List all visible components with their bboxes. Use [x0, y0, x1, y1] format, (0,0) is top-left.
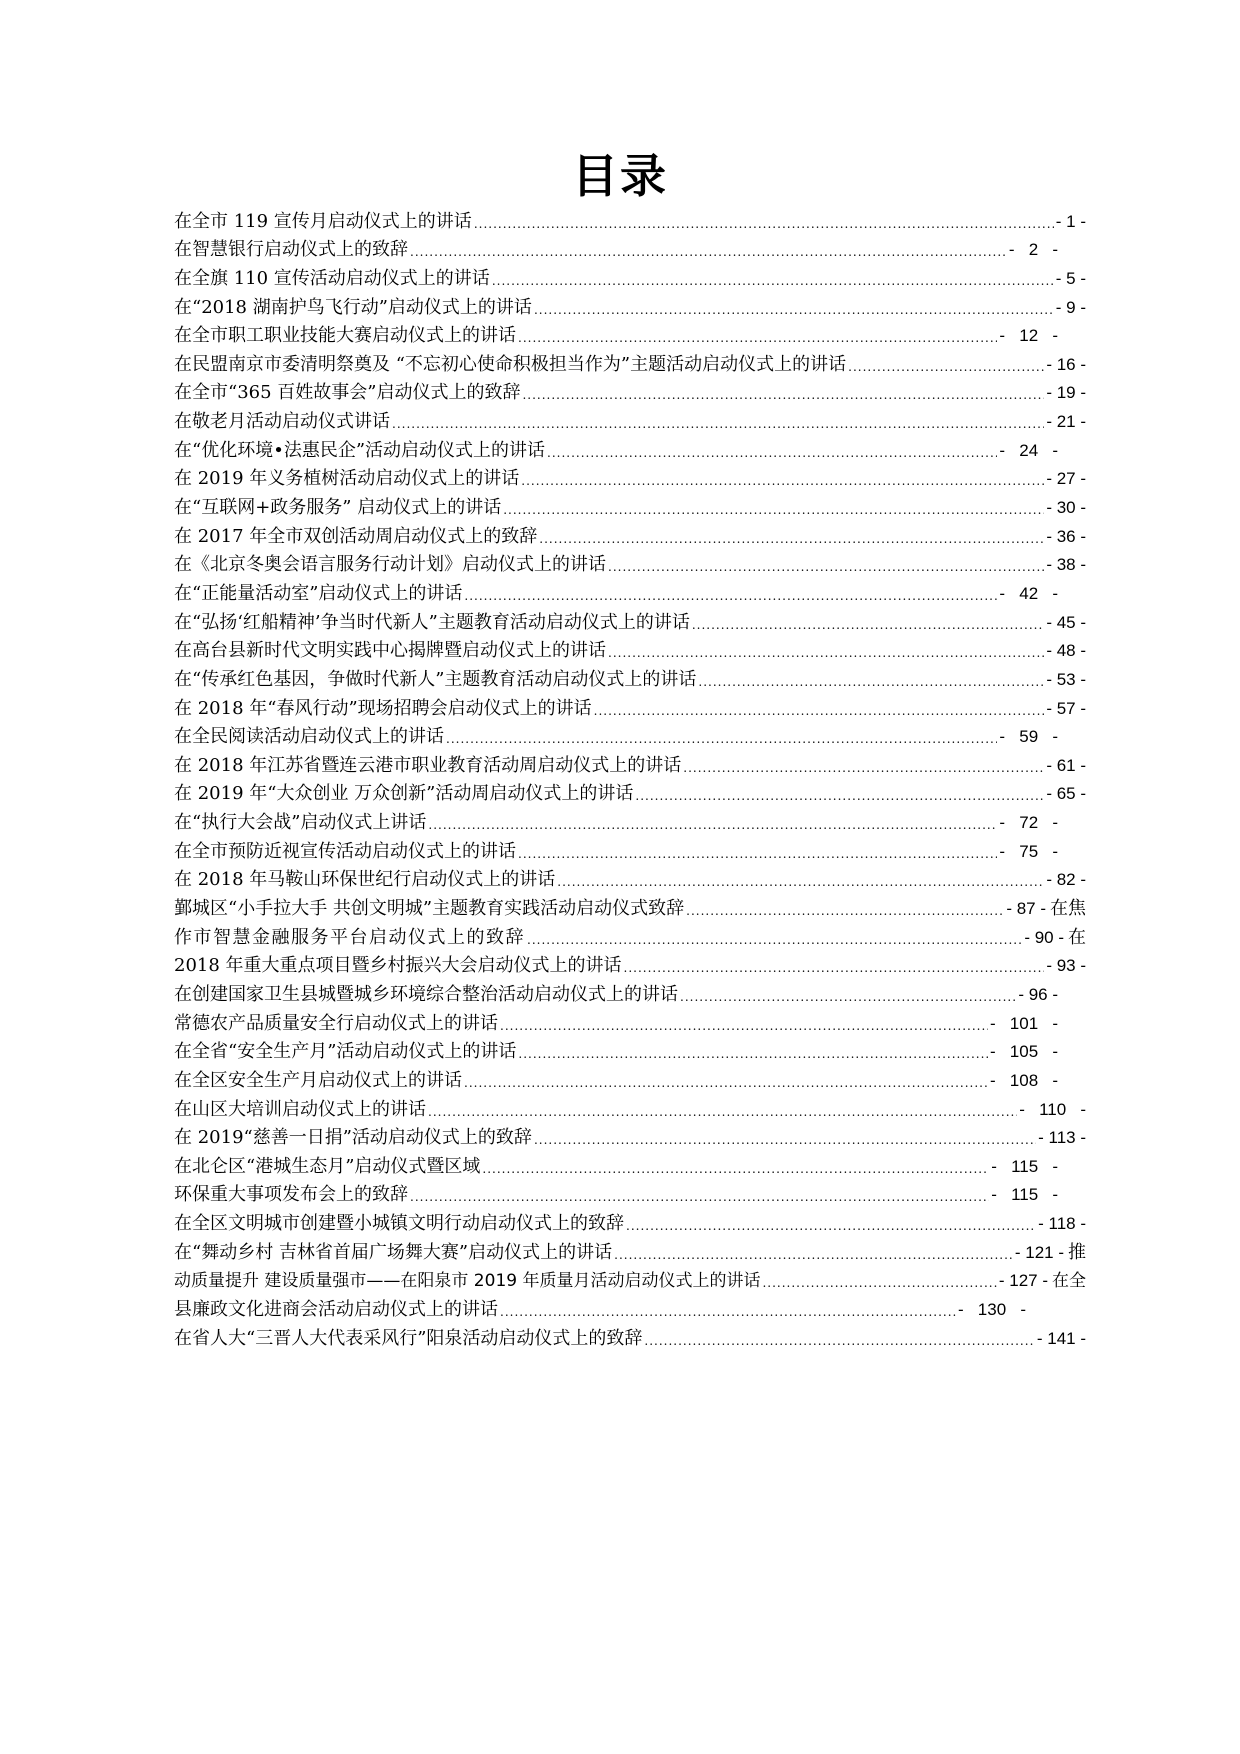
toc-entry[interactable] — [174, 977, 1086, 1006]
toc-entry[interactable] — [174, 1321, 1086, 1350]
toc-entry[interactable] — [174, 748, 1086, 777]
toc-entry-page-number: - 115 - — [991, 1185, 1058, 1205]
dot-leader — [464, 587, 997, 605]
dot-leader — [557, 873, 1044, 891]
dot-leader — [624, 959, 1045, 977]
toc-entry[interactable] — [174, 1235, 1086, 1264]
toc-entry-title: 在民盟南京市委清明祭奠及 “不忘初心使命积极担当作为”主题活动启动仪式上的讲话 — [174, 353, 847, 375]
toc-entry-page-number: - 130 - — [957, 1299, 1026, 1319]
toc-entry-title: 在“正能量活动室”启动仪式上的讲话 — [174, 582, 463, 604]
dot-leader — [626, 1217, 1036, 1235]
dot-leader — [410, 243, 1007, 261]
toc-entry[interactable] — [174, 691, 1086, 720]
dot-leader — [686, 902, 1004, 920]
toc-entry[interactable] — [174, 920, 1086, 949]
toc-entry[interactable] — [174, 290, 1086, 319]
toc-entry[interactable] — [174, 605, 1086, 634]
dot-leader — [474, 215, 1054, 233]
dot-leader — [410, 1188, 989, 1206]
dot-leader — [464, 1074, 988, 1092]
toc-entry-page-number: - 5 - — [1055, 268, 1086, 288]
toc-entry-page-number: - 61 - — [1046, 755, 1086, 775]
toc-entry-page-number: - 36 - — [1046, 526, 1086, 546]
toc-entry[interactable] — [174, 376, 1086, 405]
toc-entry-page-number: - 19 - — [1046, 383, 1086, 403]
toc-entry-page-number: - 9 - — [1055, 297, 1086, 317]
dot-leader — [547, 444, 997, 462]
toc-entry[interactable] — [174, 1206, 1086, 1235]
toc-entry-title: 动质量提升 建设质量强市——在阳泉市 2019 年质量月活动启动仪式上的讲话 — [174, 1271, 761, 1292]
toc-entry-title: 环保重大事项发布会上的致辞 — [174, 1184, 408, 1206]
toc-entry[interactable] — [174, 777, 1086, 806]
toc-entry[interactable] — [174, 1178, 1086, 1207]
dot-leader — [392, 415, 1044, 433]
toc-entry-overflow-text: 在全 — [1052, 1271, 1086, 1292]
toc-entry-page-number: - 90 - — [1024, 927, 1064, 947]
toc-entry-title: 在全民阅读活动启动仪式上的讲话 — [174, 726, 444, 748]
dot-leader — [698, 673, 1044, 691]
toc-entry-page-number: - 108 - — [989, 1070, 1058, 1090]
dot-leader — [522, 386, 1044, 404]
toc-entry[interactable] — [174, 1063, 1086, 1092]
toc-entry-page-number: - 48 - — [1046, 641, 1086, 661]
toc-entry-title: 2018 年重大重点项目暨乡村振兴大会启动仪式上的讲话 — [174, 955, 622, 977]
toc-entry-page-number: - 72 - — [999, 813, 1058, 833]
dot-leader — [608, 558, 1044, 576]
toc-entry[interactable] — [174, 805, 1086, 834]
toc-entry[interactable] — [174, 347, 1086, 376]
toc-entry-overflow-text: 在焦 — [1050, 898, 1086, 920]
dot-leader — [521, 472, 1044, 490]
toc-entry[interactable] — [174, 319, 1086, 348]
toc-entry-title: 在敬老月活动启动仪式讲话 — [174, 411, 390, 433]
toc-entry-title: 在全旗 110 宣传活动启动仪式上的讲话 — [174, 267, 490, 289]
toc-entry[interactable] — [174, 204, 1086, 233]
toc-entry-title: 在省人大“三晋人大代表采风行”阳泉活动启动仪式上的致辞 — [174, 1327, 643, 1349]
toc-entry-page-number: - 21 - — [1046, 412, 1086, 432]
toc-entry-page-number: - 45 - — [1046, 612, 1086, 632]
toc-entry[interactable] — [174, 404, 1086, 433]
toc-entry-page-number: - 141 - — [1036, 1328, 1086, 1348]
toc-entry-title: 在“执行大会战”启动仪式上讲话 — [174, 812, 427, 834]
toc-entry-title: 在全区文明城市创建暨小城镇文明行动启动仪式上的致辞 — [174, 1213, 624, 1235]
toc-entry-page-number: - 57 - — [1046, 698, 1086, 718]
toc-entry[interactable] — [174, 720, 1086, 749]
dot-leader — [762, 1274, 996, 1292]
toc-entry[interactable] — [174, 576, 1086, 605]
toc-entry[interactable] — [174, 662, 1086, 691]
toc-entry-title: 在 2017 年全市双创活动周启动仪式上的致辞 — [174, 525, 538, 547]
toc-entry[interactable] — [174, 1121, 1086, 1150]
toc-entry-page-number: - 1 - — [1055, 211, 1086, 231]
dot-leader — [680, 988, 1016, 1006]
toc-entry-title: 在“2018 湖南护鸟飞行动”启动仪式上的讲话 — [174, 296, 532, 318]
dot-leader — [635, 787, 1044, 805]
toc-entry-title: 在全区安全生产月启动仪式上的讲话 — [174, 1069, 462, 1091]
toc-entry[interactable] — [174, 490, 1086, 519]
toc-entry[interactable] — [174, 519, 1086, 548]
dot-leader — [503, 501, 1044, 519]
dot-leader — [482, 1160, 989, 1178]
toc-entry-page-number: - 59 - — [999, 727, 1058, 747]
toc-entry-page-number: - 115 - — [991, 1156, 1058, 1176]
toc-entry-title: 鄞城区“小手拉大手 共创文明城”主题教育实践活动启动仪式致辞 — [174, 898, 685, 920]
dot-leader — [692, 616, 1044, 634]
toc-entry-page-number: - 12 - — [999, 326, 1058, 346]
toc-entry-title: 在 2019“慈善一日捐”活动启动仪式上的致辞 — [174, 1127, 532, 1149]
toc-entry[interactable] — [174, 1092, 1086, 1121]
dot-leader — [518, 845, 997, 863]
toc-entry-overflow-text: 在 — [1068, 926, 1086, 948]
toc-entry-title: 在《北京冬奥会语言服务行动计划》启动仪式上的讲话 — [174, 554, 606, 576]
dot-leader — [594, 702, 1045, 720]
toc-entry-page-number: - 75 - — [999, 841, 1058, 861]
toc-entry[interactable] — [174, 462, 1086, 491]
toc-entry-page-number: - 82 - — [1046, 870, 1086, 890]
dot-leader — [534, 1131, 1036, 1149]
dot-leader — [539, 530, 1044, 548]
toc-entry-title: 在“互联网+政务服务” 启动仪式上的讲话 — [174, 497, 502, 519]
toc-entry-page-number: - 38 - — [1046, 555, 1086, 575]
toc-entry-title: 在全市“365 百姓故事会”启动仪式上的致辞 — [174, 382, 521, 404]
toc-entry-title: 在全省“安全生产月”活动启动仪式上的讲话 — [174, 1041, 517, 1063]
dot-leader — [446, 730, 997, 748]
toc-entry[interactable] — [174, 863, 1086, 892]
toc-entry[interactable] — [174, 1292, 1086, 1321]
dot-leader — [527, 931, 1022, 949]
dot-leader — [534, 301, 1054, 319]
toc-entry[interactable] — [174, 949, 1086, 978]
toc-entry-page-number: - 110 - — [1019, 1099, 1086, 1119]
dot-leader — [428, 816, 997, 834]
dot-leader — [608, 644, 1044, 662]
toc-entry-page-number: - 65 - — [1046, 784, 1086, 804]
dot-leader — [644, 1332, 1034, 1350]
toc-entry-title: 在“舞动乡村 吉林省首届广场舞大赛”启动仪式上的讲话 — [174, 1241, 613, 1263]
toc-entry[interactable] — [174, 1006, 1086, 1035]
dot-leader — [428, 1103, 1017, 1121]
toc-entry-page-number: - 16 - — [1046, 354, 1086, 374]
toc-entry-title: 在北仑区“港城生态月”启动仪式暨区域 — [174, 1155, 481, 1177]
toc-entry[interactable] — [174, 1035, 1086, 1064]
toc-entry[interactable] — [174, 1149, 1086, 1178]
dot-leader — [500, 1303, 956, 1321]
toc-entry-page-number: - 101 - — [989, 1013, 1058, 1033]
toc-entry-page-number: - 118 - — [1038, 1214, 1086, 1234]
toc-entry[interactable] — [174, 233, 1086, 262]
toc-entry-title: 在全市 119 宣传月启动仪式上的讲话 — [174, 210, 472, 232]
toc-entry-overflow-text: 推 — [1068, 1241, 1086, 1263]
toc-entry-page-number: - 2 - — [1008, 240, 1058, 260]
toc-entry-page-number: - 96 - — [1018, 984, 1058, 1004]
toc-entry[interactable] — [174, 433, 1086, 462]
toc-entry[interactable] — [174, 261, 1086, 290]
toc-entry-title: 在“传承红色基因，争做时代新人”主题教育活动启动仪式上的讲话 — [174, 668, 697, 690]
toc-entry-title: 在全市职工职业技能大赛启动仪式上的讲话 — [174, 325, 516, 347]
toc-entry-page-number: - 105 - — [989, 1042, 1058, 1062]
toc-entry-page-number: - 121 - — [1014, 1242, 1064, 1262]
toc-list — [174, 204, 1086, 1350]
toc-entry[interactable] — [174, 1264, 1086, 1293]
toc-entry-title: 在“弘扬‘红船精神’争当时代新人”主题教育活动启动仪式上的讲话 — [174, 611, 690, 633]
toc-entry-page-number: - 127 - — [998, 1271, 1048, 1291]
toc-entry-title: 在 2019 年义务植树活动启动仪式上的讲话 — [174, 468, 520, 490]
toc-entry-title: 县廉政文化进商会活动启动仪式上的讲话 — [174, 1298, 498, 1320]
toc-entry-page-number: - 93 - — [1046, 956, 1086, 976]
dot-leader — [848, 358, 1044, 376]
toc-entry[interactable] — [174, 834, 1086, 863]
toc-entry-title: 在 2019 年“大众创业 万众创新”活动周启动仪式上的讲话 — [174, 783, 634, 805]
dot-leader — [500, 1017, 988, 1035]
toc-entry-title: 在智慧银行启动仪式上的致辞 — [174, 239, 408, 261]
toc-entry-title: 在 2018 年马鞍山环保世纪行启动仪式上的讲话 — [174, 869, 556, 891]
toc-entry-title: 在“优化环境•法惠民企”活动启动仪式上的讲话 — [174, 439, 546, 461]
dot-leader — [518, 329, 997, 347]
toc-entry-title: 在山区大培训启动仪式上的讲话 — [174, 1098, 426, 1120]
toc-entry[interactable] — [174, 548, 1086, 577]
toc-entry-page-number: - 30 - — [1046, 498, 1086, 518]
toc-entry[interactable] — [174, 634, 1086, 663]
toc-entry-page-number: - 42 - — [999, 583, 1058, 603]
dot-leader — [614, 1246, 1013, 1264]
dot-leader — [683, 759, 1044, 777]
toc-entry-page-number: - 24 - — [999, 440, 1058, 460]
toc-entry-page-number: - 53 - — [1046, 669, 1086, 689]
toc-entry-title: 在全市预防近视宣传活动启动仪式上的讲话 — [174, 840, 516, 862]
toc-entry-title: 在创建国家卫生县城暨城乡环境综合整治活动启动仪式上的讲话 — [174, 983, 678, 1005]
toc-entry-title: 作市智慧金融服务平台启动仪式上的致辞 — [174, 926, 525, 948]
toc-entry-title: 在 2018 年“春风行动”现场招聘会启动仪式上的讲话 — [174, 697, 592, 719]
toc-entry-title: 在 2018 年江苏省暨连云港市职业教育活动周启动仪式上的讲话 — [174, 754, 682, 776]
dot-leader — [492, 272, 1054, 290]
toc-title: 目录 — [572, 149, 668, 203]
toc-entry-title: 常德农产品质量安全行启动仪式上的讲话 — [174, 1012, 498, 1034]
toc-entry-page-number: - 27 - — [1046, 469, 1086, 489]
toc-entry-page-number: - 87 - — [1006, 899, 1046, 919]
toc-entry-page-number: - 113 - — [1038, 1128, 1086, 1148]
toc-entry[interactable] — [174, 891, 1086, 920]
toc-entry-title: 在高台县新时代文明实践中心揭牌暨启动仪式上的讲话 — [174, 640, 606, 662]
dot-leader — [518, 1045, 988, 1063]
